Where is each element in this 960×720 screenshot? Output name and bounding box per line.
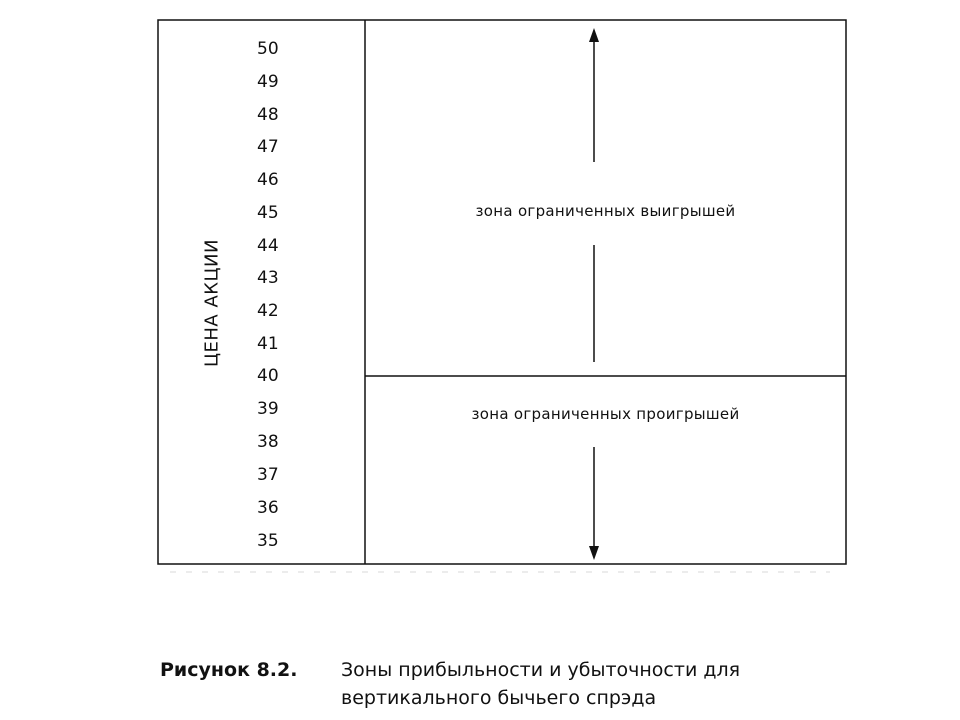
price-tick: 50 bbox=[257, 39, 279, 59]
price-tick: 44 bbox=[257, 236, 279, 256]
caption-line-1: Зоны прибыльности и убыточности для bbox=[341, 659, 741, 681]
price-tick: 48 bbox=[257, 105, 279, 125]
down-arrow-icon bbox=[589, 546, 599, 560]
up-arrow-icon bbox=[589, 28, 599, 42]
price-tick: 46 bbox=[257, 170, 279, 190]
price-tick: 38 bbox=[257, 432, 279, 452]
price-tick: 49 bbox=[257, 72, 279, 92]
price-tick: 40 bbox=[257, 366, 279, 386]
price-tick: 37 bbox=[257, 465, 279, 485]
figure-label: Рисунок 8.2. bbox=[160, 659, 298, 681]
price-tick: 36 bbox=[257, 498, 279, 518]
profit-zone-label: зона ограниченных выигрышей bbox=[475, 202, 736, 220]
price-tick: 39 bbox=[257, 399, 279, 419]
price-tick: 45 bbox=[257, 203, 279, 223]
axis-title: ЦЕНА АКЦИИ bbox=[201, 239, 223, 367]
price-tick: 35 bbox=[257, 531, 279, 551]
caption-text bbox=[341, 656, 801, 712]
loss-zone-label: зона ограниченных проигрышей bbox=[471, 405, 740, 423]
caption-line-2: вертикального бычьего спрэда bbox=[341, 687, 657, 709]
price-tick: 42 bbox=[257, 301, 279, 321]
price-tick: 41 bbox=[257, 334, 279, 354]
price-tick: 47 bbox=[257, 137, 279, 157]
price-tick: 43 bbox=[257, 268, 279, 288]
